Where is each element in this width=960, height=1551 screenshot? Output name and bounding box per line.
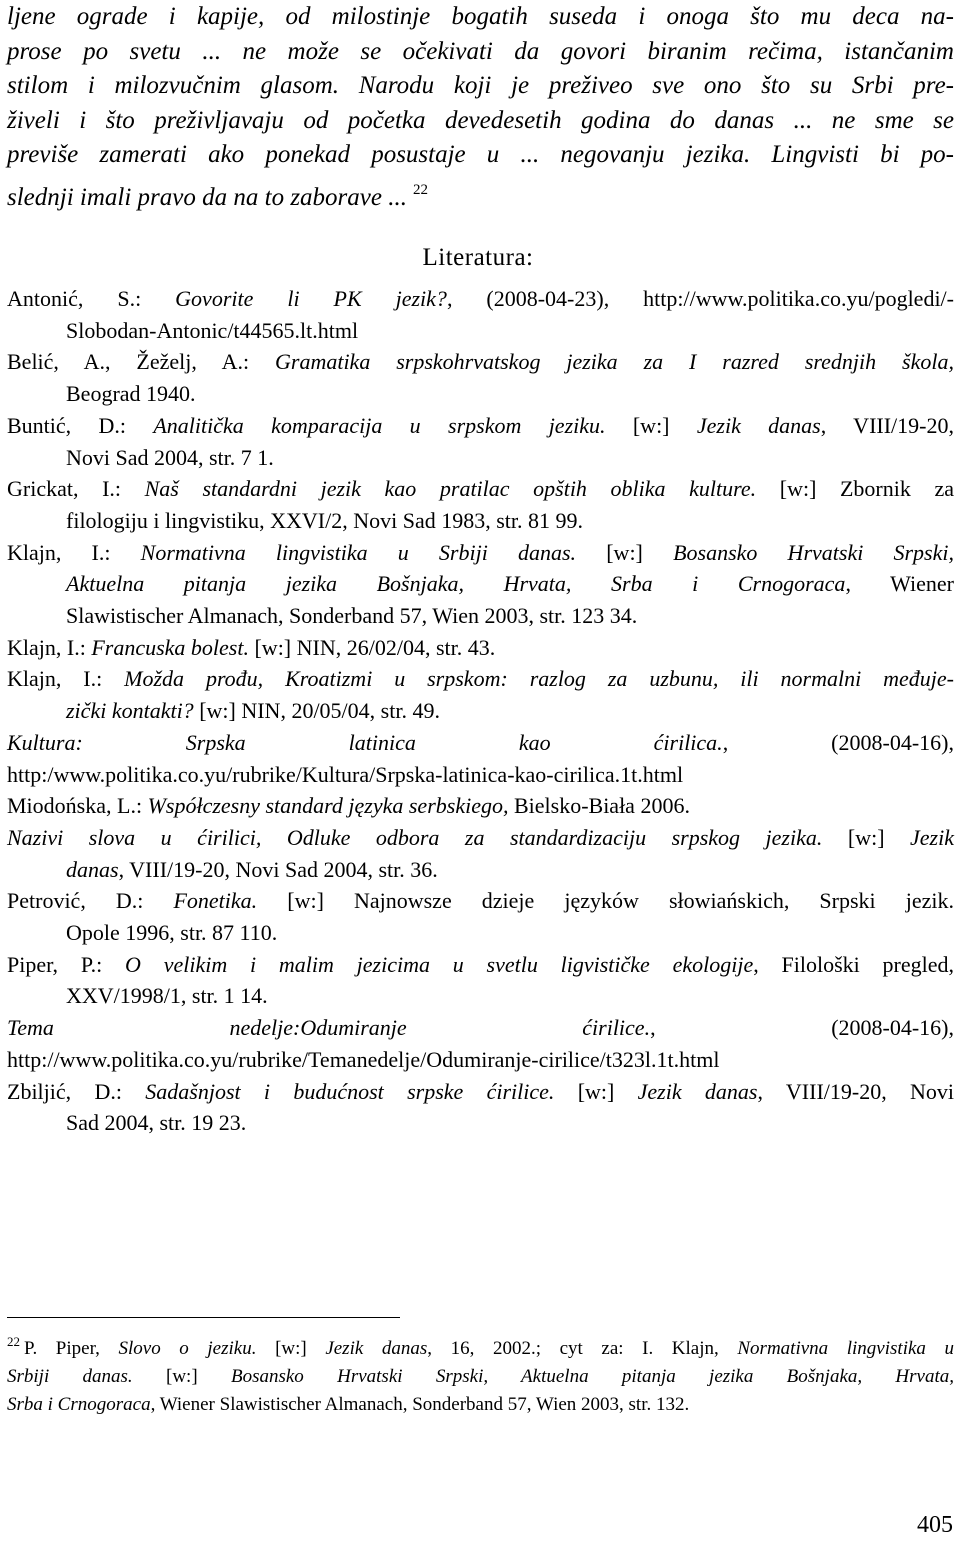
bibliography-line	[7, 917, 954, 949]
text: XXV/1998/1, str. 1 14.	[66, 983, 268, 1009]
italic-text: Jezik danas	[696, 412, 821, 438]
italic-text: Nazivi slova u ćirilici, Odluke odbora za standardizaciju srpskog jezika.	[7, 824, 823, 850]
bibliography-line	[7, 885, 954, 917]
italic-text: Kultura: Srpska latinica kao ćirilica.	[7, 729, 723, 755]
italic-text: Jezik	[910, 824, 954, 850]
bibliography-entry	[7, 727, 954, 790]
bibliography-line	[7, 790, 954, 822]
text: Slawistischer Almanach, Sonderband 57, Wien 2003, str. 123 34.	[66, 603, 638, 629]
bibliography-line	[7, 315, 954, 347]
footnote-reference: 22	[412, 181, 428, 198]
bibliography-line	[7, 537, 954, 569]
bibliography-line	[7, 727, 954, 759]
intro-line-last	[7, 173, 954, 216]
bibliography-entry	[7, 632, 954, 664]
bibliography-entry	[7, 790, 954, 822]
text: Slobodan-Antonic/t44565.lt.html	[66, 317, 359, 343]
text: Novi Sad 2004, str. 7 1.	[66, 444, 274, 470]
text: [w:]	[132, 1366, 231, 1387]
bibliography-line	[7, 568, 954, 600]
text: http:/www.politika.co.yu/rubrike/Kultura/Srpska-latinica-kao-cirilica.1t.html	[7, 761, 684, 787]
intro-line: živeli i što preživljavaju od početka devedesetih godina do danas ... ne sme se	[7, 106, 954, 134]
bibliography-line	[7, 378, 954, 410]
text: [w:] NIN, 20/05/04, str. 49.	[193, 698, 440, 724]
text: [w:]	[605, 412, 697, 438]
bibliography-line	[7, 600, 954, 632]
text: , (2008-04-16),	[650, 1015, 954, 1041]
bibliography-line	[7, 473, 954, 505]
bibliography-line	[7, 1012, 954, 1044]
text: Sad 2004, str. 19 23.	[66, 1110, 247, 1136]
bibliography-entry	[7, 949, 954, 1012]
bibliography-line	[7, 505, 954, 537]
text: [w:]	[576, 539, 674, 565]
italic-text: O velikim i malim jezicima u svetlu ligvističke ekologije	[125, 951, 754, 977]
bibliography-line	[7, 1044, 954, 1076]
literature-heading	[0, 243, 960, 273]
text: , VIII/19-20,	[820, 412, 954, 438]
italic-text: Srba i Crnogoraca	[7, 1394, 151, 1415]
bibliography-line	[7, 822, 954, 854]
bibliography-entry	[7, 1076, 954, 1139]
italic-text: Bosansko Hrvatski Srpski, Aktuelna pitanja jezika Bošnjaka, Hrvata,	[230, 1366, 955, 1387]
text: Miodońska, L.:	[7, 793, 148, 819]
italic-text: Tema nedelje:Odumiranje ćirilice.	[7, 1015, 651, 1041]
text: [w:] Najnowsze dzieje języków słowiańskich, Srpski jezik.	[257, 888, 954, 914]
bibliography-entry	[7, 346, 954, 409]
text: Belić, A., Žeželj, A.:	[7, 349, 275, 375]
italic-text: Jezik danas	[325, 1338, 428, 1359]
italic-text: Srbiji danas.	[7, 1366, 133, 1387]
bibliography-line	[7, 854, 954, 886]
text: http://www.politika.co.yu/rubrike/Temanedelje/Odumiranje-cirilice/t323l.1t.html	[7, 1046, 720, 1072]
bibliography-entry	[7, 473, 954, 536]
text: , 16, 2002.; cyt za: I. Klajn,	[427, 1338, 738, 1359]
bibliography-line	[7, 346, 954, 378]
text: Beograd 1940.	[66, 381, 196, 407]
bibliography-line	[7, 1107, 954, 1139]
text: Grickat, I.:	[7, 476, 145, 502]
bibliography-line	[7, 283, 954, 315]
text: Klajn, I.:	[7, 634, 92, 660]
text: Petrović, D.:	[7, 888, 174, 914]
page-number: 405	[917, 1512, 953, 1538]
bibliography-line	[7, 949, 954, 981]
bibliography-line	[7, 695, 954, 727]
text: , VIII/19-20, Novi	[757, 1078, 955, 1104]
bibliography-list	[7, 283, 954, 1139]
italic-text: Normativna lingvistika u	[737, 1338, 954, 1359]
literature-heading-text: Literatura:	[422, 244, 534, 271]
bibliography-entry	[7, 283, 954, 346]
text: Piper, P.:	[7, 951, 126, 977]
intro-line-text: slednji imali pravo da na to zaborave ...	[7, 183, 407, 211]
text: Klajn, I.:	[7, 539, 141, 565]
italic-text: Analitička komparacija u srpskom jeziku.	[153, 412, 606, 438]
italic-text: zički kontakti?	[66, 698, 194, 724]
text: Opole 1996, str. 87 110.	[66, 920, 278, 946]
footnote-separator	[7, 1317, 400, 1318]
bibliography-line	[7, 663, 954, 695]
text: Zbiljić, D.:	[7, 1078, 146, 1104]
intro-line: ljene ograde i kapije, od milostinje bogatih suseda i onoga što mu deca na-	[7, 3, 954, 30]
text: , Wiener	[845, 571, 954, 597]
text: , (2008-04-16),	[722, 729, 954, 755]
text: , Wiener Slawistischer Almanach, Sonderband 57, Wien 2003, str. 132.	[150, 1394, 690, 1415]
bibliography-line	[7, 980, 954, 1012]
text: [w:]	[256, 1338, 326, 1359]
bibliography-line	[7, 442, 954, 474]
italic-text: Fonetika.	[173, 888, 258, 914]
bibliography-entry	[7, 1012, 954, 1075]
text: Bielsko-Biała 2006.	[508, 793, 690, 819]
footnote-number: 22	[7, 1334, 20, 1349]
bibliography-line	[7, 410, 954, 442]
footnote	[7, 1328, 954, 1419]
italic-text: Naš standardni jezik kao pratilac opštih oblika kulture.	[144, 476, 757, 502]
text: Buntić, D.:	[7, 412, 154, 438]
text: [w:] Zbornik za	[756, 476, 955, 502]
bibliography-entry	[7, 822, 954, 885]
intro-paragraph	[7, 0, 954, 215]
bibliography-entry	[7, 885, 954, 948]
text: filologiju i lingvistiku, XXVI/2, Novi Sad 1983, str. 81 99.	[66, 507, 584, 533]
bibliography-entry	[7, 410, 954, 473]
text: Antonić, S.:	[7, 286, 176, 311]
italic-text: Gramatika srpskohrvatskog jezika za I razred srednjih škola,	[275, 349, 954, 375]
bibliography-line	[7, 1076, 954, 1108]
bibliography-entry	[7, 663, 954, 726]
italic-text: Aktuelna pitanja jezika Bošnjaka, Hrvata, Srba i Crnogoraca	[66, 571, 846, 597]
text: [w:]	[822, 824, 911, 850]
italic-text: Współczesny standard języka serbskiego,	[147, 793, 509, 819]
bibliography-entry	[7, 537, 954, 632]
italic-text: Normativna lingvistika u Srbiji danas.	[140, 539, 577, 565]
intro-line: previše zamerati ako ponekad posustaje u ... negovanju jezika. Lingvisti bi po-	[7, 141, 954, 168]
footnote-line	[7, 1363, 954, 1391]
italic-text: Govorite li PK jezik?	[175, 286, 447, 311]
bibliography-line	[7, 759, 954, 791]
text: Klajn, I.:	[7, 666, 125, 692]
text: [w:]	[554, 1078, 638, 1104]
intro-line: prose po svetu ... ne može se očekivati da govori biranim rečima, istančanim	[7, 37, 954, 65]
text: P. Piper,	[24, 1338, 119, 1359]
bibliography-line	[7, 632, 954, 664]
intro-line: stilom i milozvučnim glasom. Narodu koji je preživeo sve ono što su Srbi pre-	[7, 72, 954, 99]
italic-text: Možda prođu, Kroatizmi u srpskom: razlog za uzbunu, ili normalni međuje-	[124, 666, 954, 692]
text: [w:] NIN, 26/02/04, str. 43.	[248, 634, 496, 660]
italic-text: Jezik danas	[637, 1078, 758, 1104]
footnote-line	[7, 1328, 954, 1363]
footnote-line	[7, 1391, 954, 1419]
text: , VIII/19-20, Novi Sad 2004, str. 36.	[118, 856, 438, 882]
italic-text: Bosansko Hrvatski Srpski,	[673, 539, 954, 565]
text: , Filološki pregled,	[753, 951, 955, 977]
italic-text: Sadašnjost i budućnost srpske ćirilice.	[145, 1078, 555, 1104]
italic-text: Slovo o jeziku.	[118, 1338, 257, 1359]
italic-text: danas	[66, 856, 119, 882]
text: , (2008-04-23), http://www.politika.co.yu/pogledi/-	[446, 286, 954, 311]
italic-text: Francuska bolest.	[91, 634, 249, 660]
